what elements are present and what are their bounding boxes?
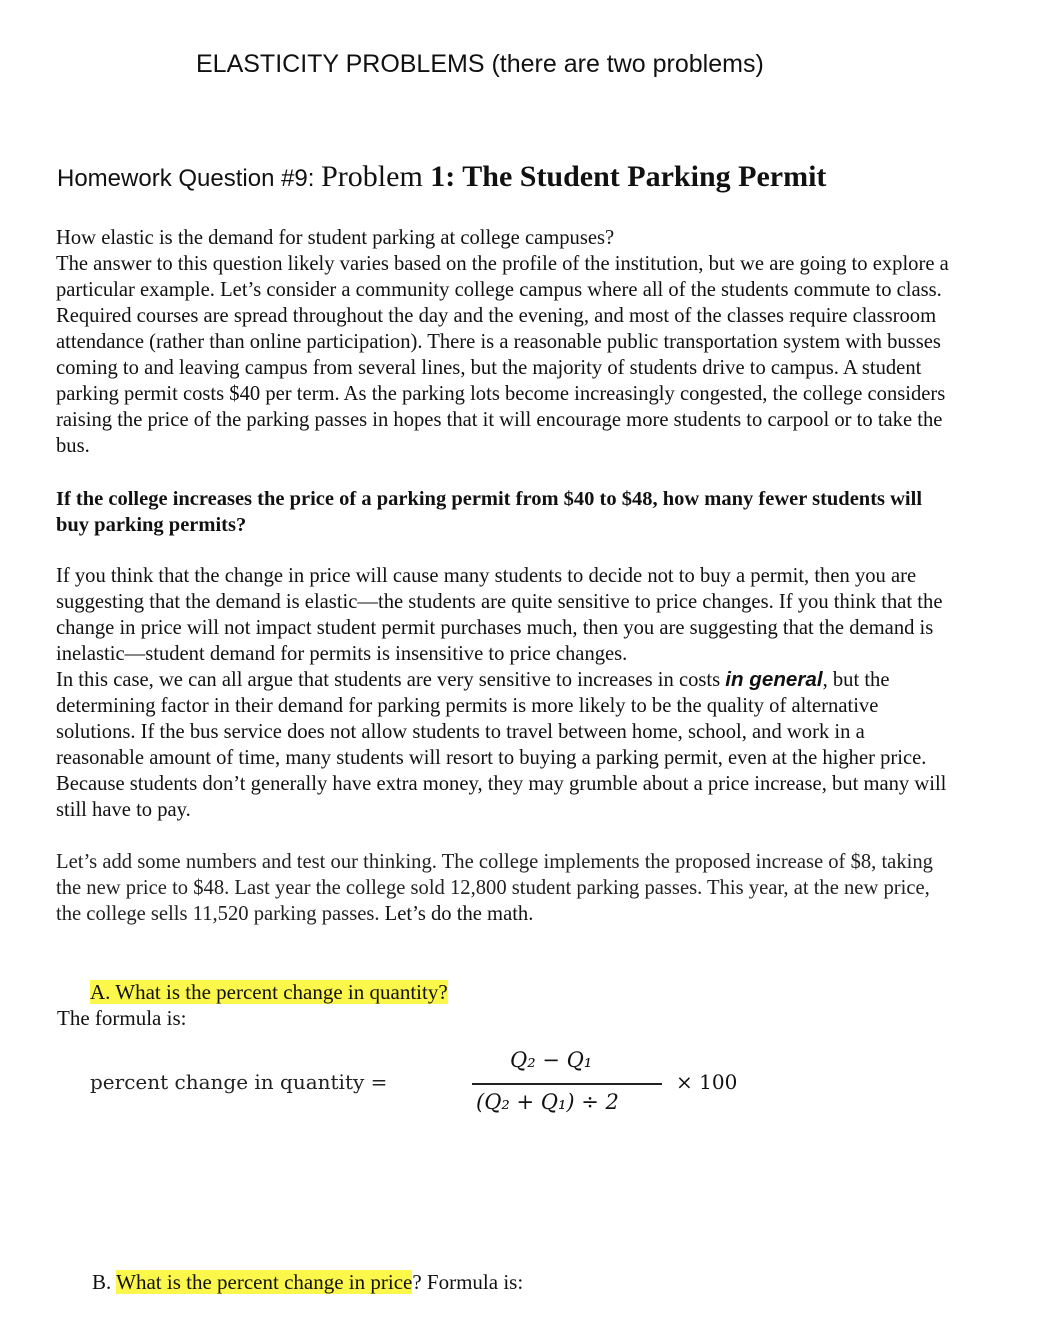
formula-lhs: percent change in quantity = <box>90 1070 388 1094</box>
part-b-question <box>92 1269 523 1295</box>
formula-denominator: (Q₂ + Q₁) ÷ 2 <box>476 1090 619 1114</box>
discussion-paragraph <box>56 563 956 823</box>
formula-numerator: Q₂ − Q₁ <box>510 1048 593 1072</box>
numbers-text: Let’s add some numbers and test our thinking. The college implements the proposed increase of $8, taking the new price to $48. Last year the college sold 12,800 student parking passes. This year, at the new price, the college sells 11,520 parking passes. <box>56 851 933 925</box>
intro-paragraph: How elastic is the demand for student parking at college campuses? The answer to this question likely varies based on the profile of the institution, but we are going to explore a particular example. Let’s consider a community college campus where all of the students commute to class. Required courses are spread throughout the day and the evening, and most of the classes require classroom attendance (rather than online participation). There is a reasonable public transportation system with busses coming to and leaving campus from several lines, but the majority of students drive to campus. A student parking permit costs $40 per term. As the parking lots become increasingly congested, the college considers raising the price of the parking passes in hopes that it will encourage more students to carpool or to take the bus. <box>56 227 949 457</box>
problem-word: Problem <box>321 160 431 193</box>
homework-question-label: Homework Question #9: <box>57 165 322 192</box>
formula-multiplier: × 100 <box>676 1070 738 1094</box>
part-b-suffix: ? Formula is: <box>412 1270 524 1294</box>
document-title: ELASTICITY PROBLEMS (there are two problems) <box>196 50 764 78</box>
part-a-label: A. What is the percent change in quantity? <box>90 980 448 1004</box>
part-b-label: What is the percent change in price <box>116 1270 413 1294</box>
lets-do-the-math: Let’s do the math. <box>384 903 534 925</box>
part-a-question <box>90 979 448 1005</box>
percent-change-quantity-formula <box>90 1046 790 1126</box>
discussion-text-part2: , but the determining factor in their demand for parking permits is more likely to be the quality of alternative solutions. If the bus service does not allow students to travel between home, school, and work in a reasonable amount of time, many students will resort to buying a parking permit, even at the higher price. Because students don’t generally have extra money, they may grumble about a price increase, but many will still have to pay. <box>56 669 947 821</box>
numbers-paragraph <box>56 849 956 927</box>
problem-title: 1: The Student Parking Permit <box>430 160 827 193</box>
part-b-prefix: B. <box>92 1270 117 1294</box>
fraction-bar <box>472 1083 662 1085</box>
formula-intro: The formula is: <box>57 1006 187 1030</box>
emphasis-in-general: in general <box>725 668 823 691</box>
discussion-text-part1: If you think that the change in price will cause many students to decide not to buy a permit, then you are suggesting that the demand is elastic—the students are quite sensitive to price changes. If you think that the change in price will not impact student permit purchases much, then you are suggesting that the demand is inelastic—student demand for permits is insensitive to price changes. In this case, we can all argue that students are very sensitive to increases in costs <box>56 565 943 691</box>
main-question: If the college increases the price of a parking permit from $40 to $48, how many fewer students will buy parking permits? <box>56 488 923 536</box>
problem-heading <box>57 160 826 194</box>
